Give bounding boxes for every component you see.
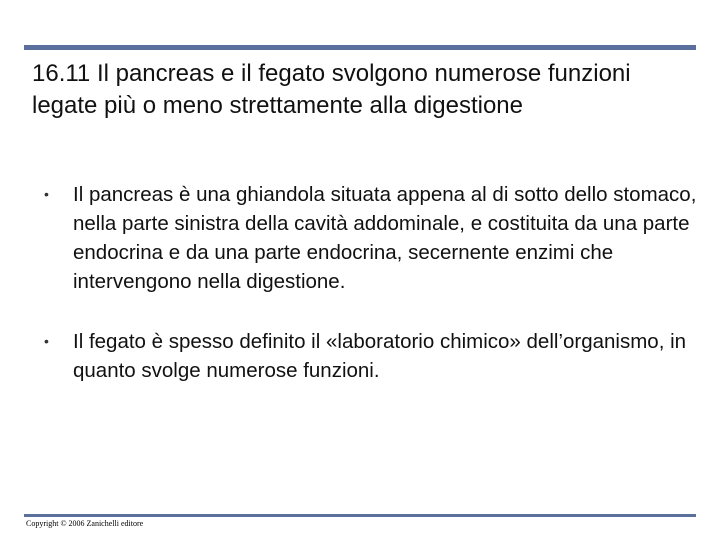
bullet-text: Il pancreas è una ghiandola situata appena al di sotto dello stomaco, nella parte sinistra della cavità addominale, e costituita da una parte endocrina e da una parte endocrina, secernente enzimi che intervengono nella digestione. bbox=[73, 183, 697, 293]
bullet-item-fegato bbox=[32, 327, 702, 385]
top-divider bbox=[24, 45, 696, 50]
copyright-notice: Copyright © 2006 Zanichelli editore bbox=[26, 519, 144, 528]
bullet-text: Il fegato è spesso definito il «laboratorio chimico» dell’organismo, in quanto svolge numerose funzioni. bbox=[73, 330, 687, 382]
bullet-item-pancreas bbox=[32, 180, 702, 296]
bottom-divider bbox=[24, 514, 696, 517]
bullet-marker: • bbox=[44, 186, 49, 202]
bullet-marker: • bbox=[44, 333, 49, 349]
slide-title: 16.11 Il pancreas e il fegato svolgono numerose funzioni legate più o meno strettamente alla digestione bbox=[32, 60, 631, 119]
bullet-list bbox=[32, 180, 702, 385]
